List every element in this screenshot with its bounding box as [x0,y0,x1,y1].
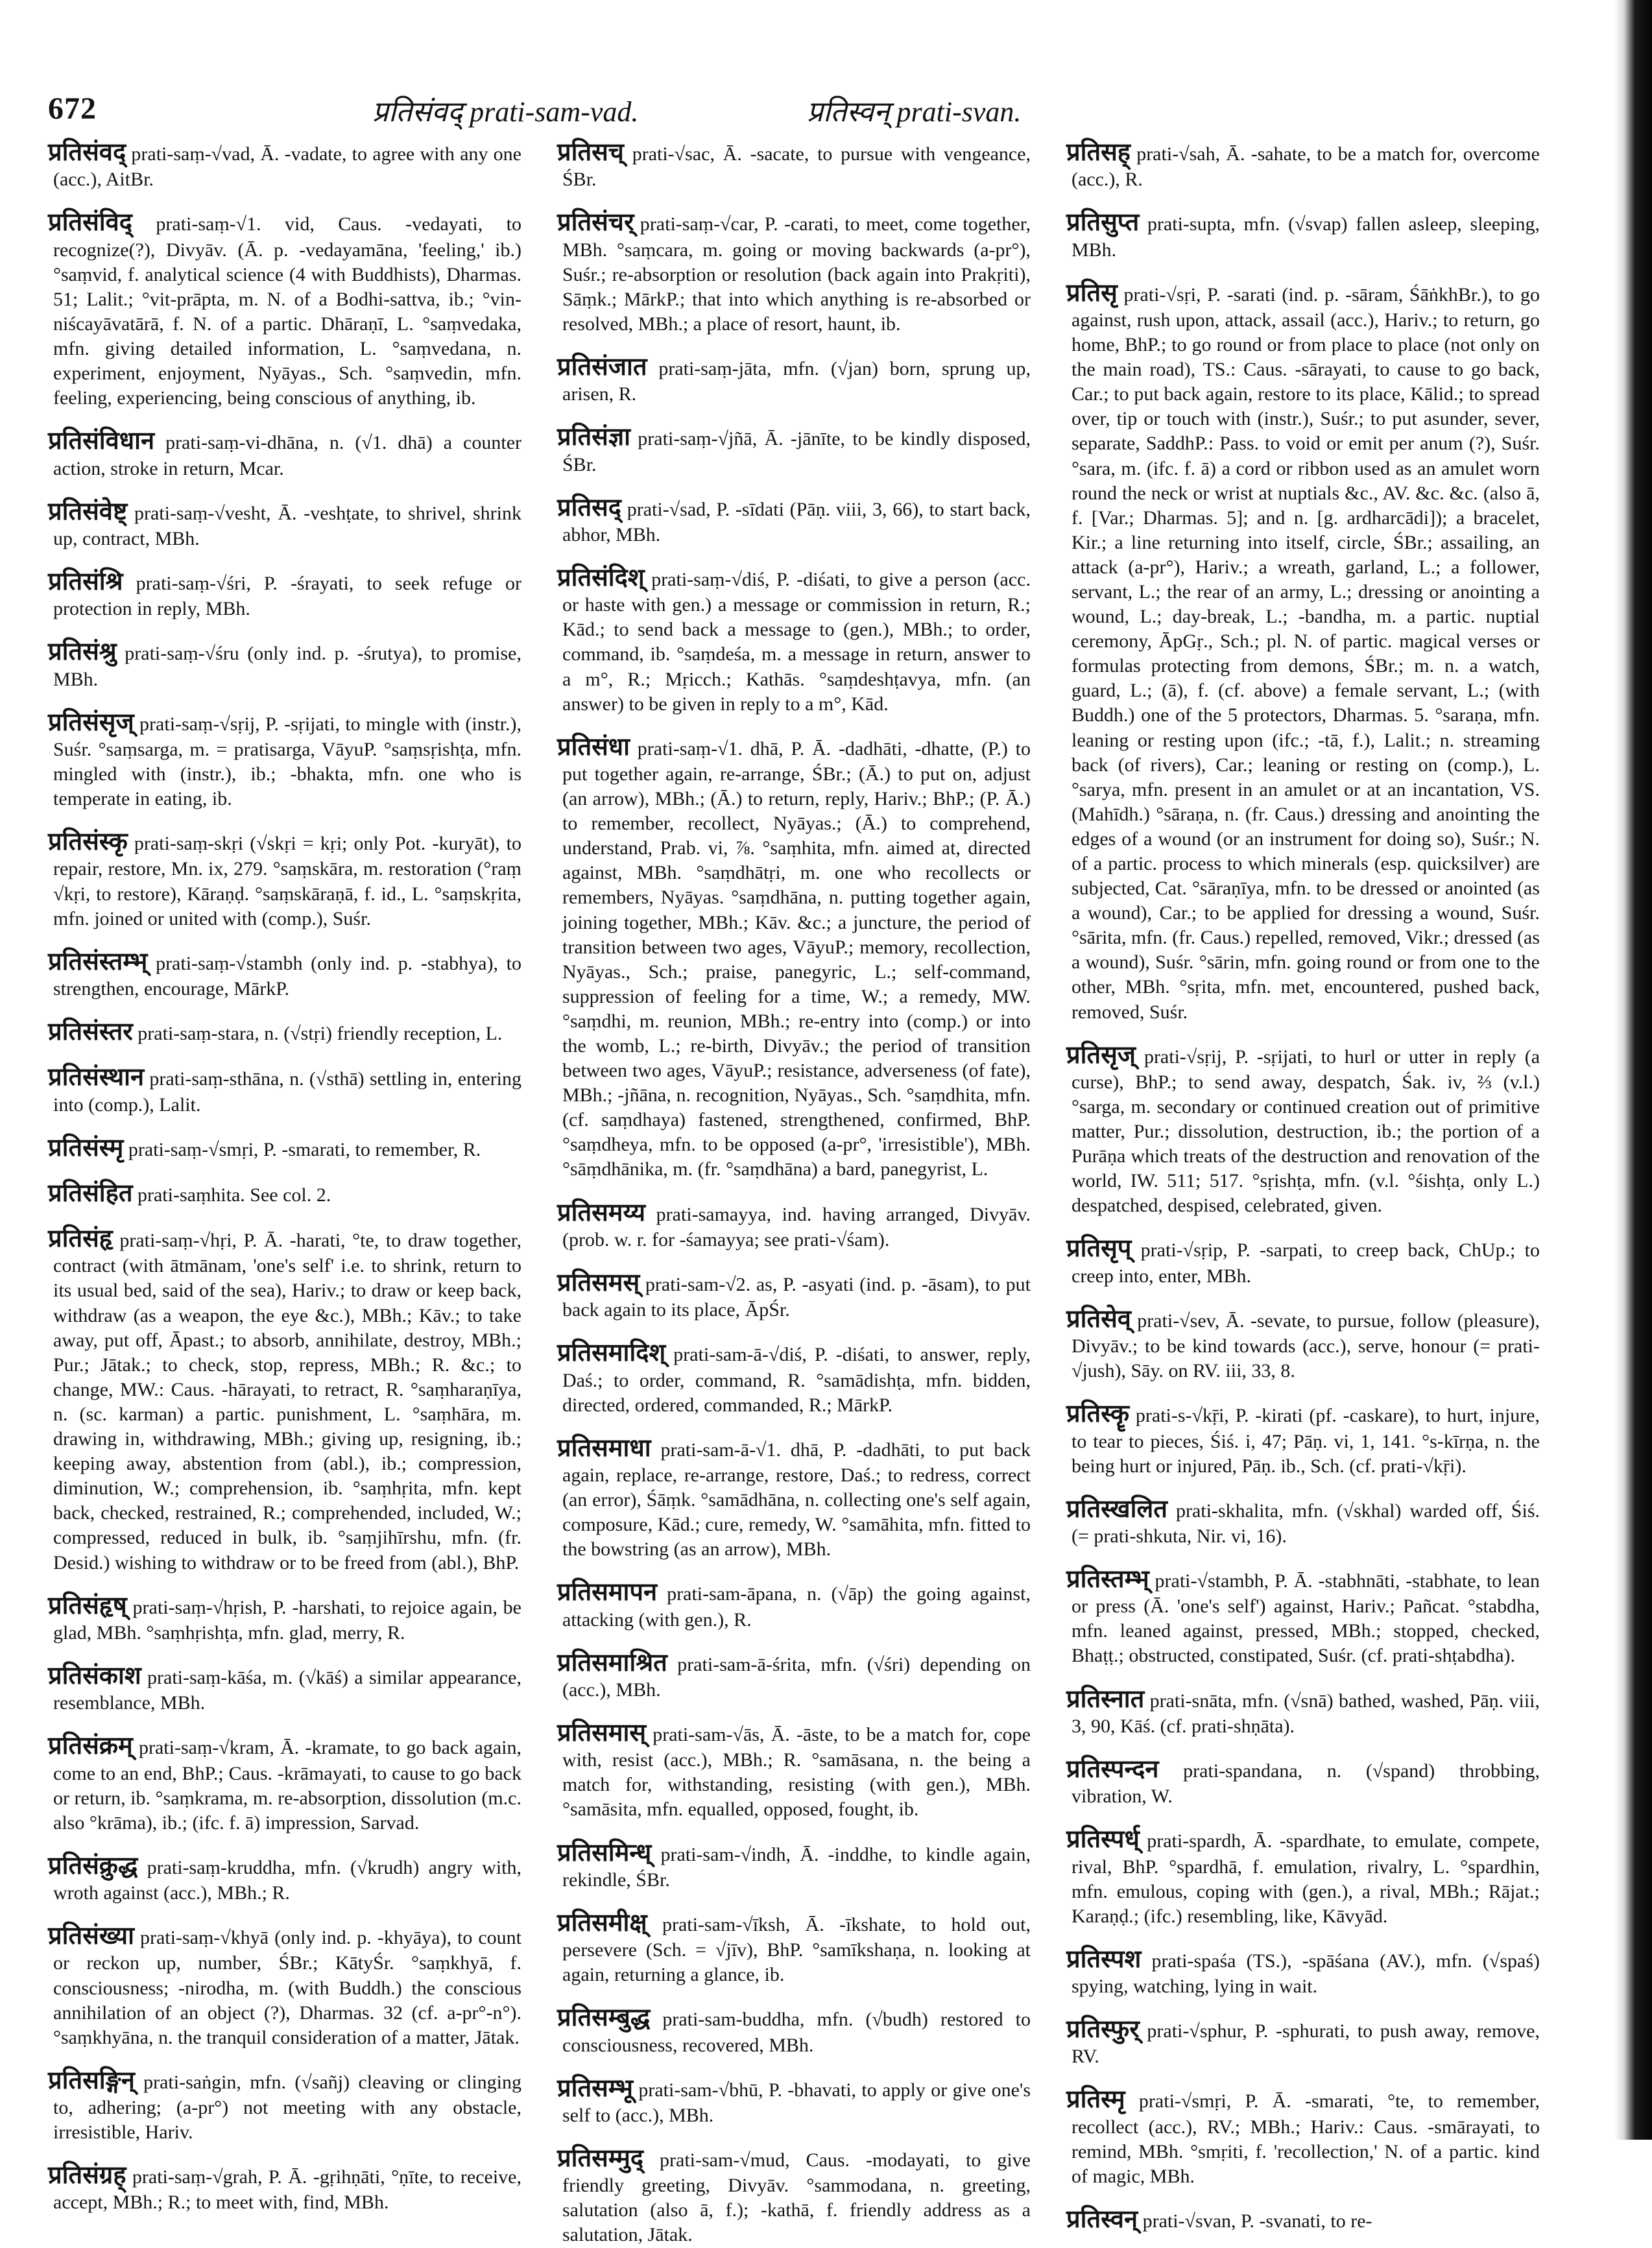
entry-headword: प्रतिसमय्य [557,1197,646,1226]
entry-definition: prati-saṃ-√śri, P. -śrayati, to seek refuge or protection in reply, MBh. [53,572,521,620]
entry-headword: प्रतिस्तम्भ् [1066,1564,1149,1594]
entry-definition: prati-sam-√indh, Ā. -inddhe, to kindle again, rekindle, ŚBr. [562,1843,1031,1891]
entry-definition: prati-sam-buddha, mfn. (√budh) restored to consciousness, recovered, MBh. [562,2009,1031,2056]
dictionary-entry [1066,277,1540,1025]
entry-definition: prati-saṃ-√hṛish, P. -harshati, to rejoice again, be glad, MBh. °saṃhṛishṭa, mfn. glad, merry, R. [53,1596,521,1644]
entry-headword: प्रतिसृप् [1066,1233,1132,1263]
entry-definition: prati-√smṛi, P. Ā. -smarati, °te, to remember, recollect (acc.), RV.; MBh.; Hariv.: Caus. -smārayati, to remind, MBh. °smṛiti, f. 'recollection,' N. of a partic. kind of magic, MBh. [1071,2090,1540,2187]
dictionary-entry [1066,2083,1540,2189]
entry-definition: prati-saṃ-kruddha, mfn. (√krudh) angry with, wroth against (acc.), MBh.; R. [53,1856,521,1904]
entry-definition: prati-saṃ-√kram, Ā. -kramate, to go back again, come to an end, BhP.; Caus. -krāmayati, to cause to go back or return, ib. °saṃkrama, m. re-absorption, dissolution (m.c. also °krāma), ib.; (ifc. f. ā) impression, Sarvad. [53,1737,521,1834]
dictionary-entry [48,1590,521,1645]
entry-headword: प्रतिसमाश्रित [557,1647,667,1677]
dictionary-entry [557,562,1031,717]
entry-definition: prati-√sah, Ā. -sahate, to be a match for, overcome (acc.), R. [1071,143,1540,191]
dictionary-entry [48,136,521,192]
dictionary-entry [1066,1232,1540,1288]
dictionary-entry [557,1197,1031,1252]
entry-definition: prati-saṅgin, mfn. (√sañj) cleaving or clinging to, adhering; (a-pr°) not meeting with any obstacle, irresistible, Hariv. [53,2071,521,2144]
entry-headword: प्रतिस्पर्ध् [1066,1824,1140,1854]
dictionary-entry [48,2159,521,2215]
entry-definition: prati-snāta, mfn. (√snā) bathed, washed, Pāṇ. viii, 3, 90, Kāś. (cf. prati-shṇāta). [1071,1690,1540,1737]
dictionary-entry [1066,1303,1540,1383]
dictionary-entry [48,1016,521,1047]
entry-definition: prati-sam-√mud, Caus. -modayati, to give friendly greeting, Divyāv. °sammodana, n. greeting, salutation (also ā, f.); -kathā, f. friendly address as a salutation, Jātak. [562,2149,1031,2246]
entry-headword: प्रतिसंक्रम् [48,1730,133,1760]
entry-definition: prati-sam-√īksh, Ā. -īkshate, to hold out, persevere (Sch. = √jīv), BhP. °samīkshaṇa, n. looking at again, returning a glance, ib. [562,1913,1031,1986]
dictionary-entry [1066,1753,1540,1809]
dictionary-entry [1066,206,1540,262]
entry-definition: prati-saṃ-skṛi (√skṛi = kṛi; only Pot. -kuryāt), to repair, restore, Mn. ix, 279. °saṃskāra, m. restoration (°raṃ √kṛi, to restore), Kāraṇḍ. °saṃskāraṇā, f. id., L. °saṃskṛita, mfn. joined or united with (comp.), Suśr. [53,833,521,929]
dictionary-entry [48,566,521,621]
dictionary-entry [1066,1823,1540,1929]
dictionary-entry [557,1337,1031,1417]
dictionary-entry [48,706,521,812]
dictionary-entry [557,1717,1031,1823]
dictionary-entry [557,2002,1031,2057]
entry-headword: प्रतिसम्भू [557,2072,633,2102]
entry-headword: प्रतिस्खलित [1066,1493,1167,1523]
dictionary-entry [557,492,1031,547]
entry-definition: prati-√sṛij, P. -sṛijati, to hurl or utter in reply (a curse), BhP.; to send away, despatch, Śak. iv, ⅔ (v.l.) °sarga, m. secondary or continued creation out of primitive matter, Pur.; dissolution, destruction, ib.; the portion of a Purāṇa which treats of the destruction and renovation of the world, IW. 511; 517. °sṛishṭa, mfn. (v.l. °śishṭa, only L.) despatched, despised, celebrated, given. [1071,1046,1540,1217]
dictionary-entry [557,136,1031,192]
entry-headword: प्रतिसंहित [48,1177,133,1207]
entry-headword: प्रतिसृ [1066,277,1118,307]
column-3 [1066,136,1540,2233]
dictionary-entry [1066,136,1540,192]
dictionary-entry [557,206,1031,337]
entry-headword: प्रतिसमास् [557,1717,647,1747]
dictionary-entry [48,2064,521,2145]
entry-definition: prati-√svan, P. -svanati, to re- [1142,2210,1372,2232]
dictionary-entry [557,351,1031,407]
entry-definition: prati-saṃ-jāta, mfn. (√jan) born, sprung up, arisen, R. [562,357,1031,405]
entry-headword: प्रतिसद् [557,492,621,521]
entry-headword: प्रतिस्नात [1066,1683,1145,1713]
entry-headword: प्रतिसेव् [1066,1303,1131,1333]
entry-definition: prati-skhalita, mfn. (√skhal) warded off, Śiś. (= prati-shkuta, Nir. vi, 16). [1071,1500,1540,1547]
entry-headword: प्रतिसम्बुद्ध [557,2002,651,2032]
entry-definition: prati-saṃ-√jñā, Ā. -jānīte, to be kindly disposed, ŚBr. [562,428,1031,475]
dictionary-columns [48,136,1542,2246]
entry-headword: प्रतिसंस्मृ [48,1132,124,1162]
entry-definition: prati-saṃ-kāśa, m. (√kāś) a similar appearance, resemblance, MBh. [53,1666,521,1714]
dictionary-entry [48,826,521,931]
entry-headword: प्रतिसंजात [557,351,647,381]
dictionary-entry [48,1223,521,1575]
entry-headword: प्रतिसमस् [557,1267,640,1297]
dictionary-entry [48,425,521,481]
dictionary-entry [557,1837,1031,1893]
entry-headword: प्रतिसंश्रु [48,636,117,666]
entry-headword: प्रतिसंसृज् [48,706,134,736]
entry-definition: prati-saṃ-vi-dhāna, n. (√1. dhā) a counter action, stroke in return, Mcar. [53,432,521,479]
column-2 [557,136,1031,2246]
entry-headword: प्रतिस्पश [1066,1943,1142,1973]
entry-definition: prati-saṃ-√hṛi, P. Ā. -harati, °te, to draw together, contract (with ātmānam, 'one's self' i.e. to shrink, return to its usual bed, said of the sea), Hariv.; to draw or keep back, withdraw (as a weapon, the eye &c.), MBh.; Kāv.; to take away, put off, Āpast.; to absorb, annihilate, destroy, MBh.; Pur.; Jātak.; to check, stop, repress, MBh.; R. &c.; to change, MW.: Caus. -hārayati, to retract, R. °saṃharaṇīya, n. (sc. karman) a partic. punishment, L. °saṃhāra, m. drawing in, withdrawing, MBh.; giving up, resigning, ib.; keeping away, abstention from (abl.), ib.; compression, diminution, W.; comprehension, ib. °saṃhṛita, mfn. kept back, checked, restrained, R.; comprehended, included, W.; compressed, reduced in bulk, ib. °saṃjihīrshu, mfn. (fr. Desid.) wishing to withdraw or to be freed from (abl.), BhP. [53,1230,521,1573]
entry-definition: prati-√sev, Ā. -sevate, to pursue, follow (pleasure), Divyāv.; to be kind towards (acc.), serve, honour (= prati-√jush), Sāy. on RV. iii, 33, 8. [1071,1309,1540,1382]
dictionary-entry [48,496,521,551]
column-1 [48,136,522,2214]
entry-definition: prati-√sad, P. -sīdati (Pāṇ. viii, 3, 66), to start back, abhor, MBh. [562,498,1031,545]
dictionary-entry [557,1432,1031,1562]
dictionary-entry [48,636,521,691]
dictionary-entry [1066,1563,1540,1669]
entry-headword: प्रतिसंस्कृ [48,826,128,856]
entry-headword: प्रतिसंधा [557,731,630,761]
running-head-right: प्रतिस्वन् prati-svan. [807,96,1022,128]
dictionary-entry [48,206,521,411]
entry-definition: prati-s-√kṝi, P. -kirati (pf. -caskare), to hurt, injure, to tear to pieces, Śiś. i, 47; Pāṇ. vi, 1, 141. °s-kīrṇa, n. the being hurt or injured, Pāṇ. ib., Sch. (cf. prati-√kṝi). [1071,1405,1540,1477]
entry-headword: प्रतिसङ्गिन् [48,2064,135,2094]
entry-headword: प्रतिस्फुर् [1066,2014,1140,2044]
entry-headword: प्रतिस्पन्दन [1066,1753,1159,1783]
dictionary-entry [557,2142,1031,2248]
dictionary-entry [1066,1683,1540,1739]
scan-edge-shadow [1614,0,1652,2140]
entry-definition: prati-saṃ-√1. dhā, P. Ā. -dadhāti, -dhatte, (P.) to put together again, re-arrange, ŚBr.; (Ā.) to put on, adjust (an arrow), MBh.; (Ā.) to return, reply, Hariv.; BhP.; (P. Ā.) to remember, recollect, Nyāyas.; (Ā.) to comprehend, understand, Prab. vi, ⅞. °saṃhita, mfn. aimed at, directed against, MBh. °saṃdhātṛi, m. one who recollects or remembers, Nyāyas. °saṃdhāna, n. putting together again, joining together, MBh.; Kāv. &c.; a juncture, the period of transition between two ages, VāyuP.; memory, recollection, Nyāyas., Sch.; praise, panegyric, L.; self-command, suppression of feeling for a time, W.; a remedy, MW. °saṃdhi, m. reunion, MBh.; re-entry into (comp.) or into the womb, L.; re-birth, Divyāv.; the period of transition between two ages, VāyuP.; resistance, adverseness (of fate), MBh.; -jñāna, n. recognition, Nyāyas., Sch. °saṃdhita, mfn. (cf. saṃdhaya) fastened, strengthened, confirmed, BhP. °saṃdheya, mfn. to be opposed (a-pr°, 'irresistible'), MBh. °sāṃdhānika, m. (fr. °saṃdhāna) a bard, panegyrist, L. [562,737,1031,1180]
entry-headword: प्रतिसंहृ [48,1223,113,1253]
entry-headword: प्रतिसंदिश् [557,562,645,592]
entry-definition: prati-saṃ-√1. vid, Caus. -vedayati, to recognize(?), Divyāv. (Ā. p. -vedayamāna, 'feeling,' ib.) °saṃvid, f. analytical science (4 with Buddhists), Dharmas. 51; Lalit.; °vit-prāpta, m. N. of a Bodhi-sattva, ib.; °vin-niścayāvatārā, f. N. of a partic. Dhāraṇī, L. °saṃvedaka, mfn. giving detailed information, L. °saṃvedana, n. experiment, enjoyment, Nyāyas., Sch. °saṃvedin, mfn. feeling, experiencing, being conscious of anything, ib. [53,213,521,409]
entry-headword: प्रतिस्कॄ [1066,1398,1130,1428]
entry-headword: प्रतिसंश्रि [48,566,123,595]
dictionary-entry [1066,2013,1540,2069]
entry-headword: प्रतिसमीक्ष् [557,1907,647,1937]
dictionary-entry [48,1660,521,1716]
entry-definition: prati-saṃ-√śru (only ind. p. -śrutya), to promise, MBh. [53,643,521,690]
dictionary-entry [557,1267,1031,1322]
entry-definition: prati-√sṛip, P. -sarpati, to creep back, ChUp.; to creep into, enter, MBh. [1071,1239,1540,1287]
entry-definition: prati-saṃ-√vesht, Ā. -veshṭate, to shrivel, shrink up, contract, MBh. [53,502,521,549]
page-header [48,91,1542,136]
dictionary-entry [557,421,1031,477]
entry-definition: prati-saṃ-√smṛi, P. -smarati, to remember, R. [128,1138,481,1160]
dictionary-entry [1066,1943,1540,1999]
dictionary-entry [1066,1493,1540,1549]
entry-headword: प्रतिसंकाश [48,1660,141,1690]
entry-headword: प्रतिसंज्ञा [557,422,631,451]
entry-definition: prati-supta, mfn. (√svap) fallen asleep, sleeping, MBh. [1071,213,1540,261]
dictionary-entry [48,1850,521,1906]
page-number: 672 [48,91,97,126]
entry-definition: prati-√sphur, P. -sphurati, to push away, remove, RV. [1071,2020,1540,2068]
entry-definition: prati-saṃ-√khyā (only ind. p. -khyāya), to count or reckon up, number, ŚBr.; KātyŚr. °saṃkhyā, f. consciousness; -nirodha, m. (with Buddh.) the conscious annihilation of an object (?), Dharmas. 32 (cf. a-pr°-n°). °saṃkhyāna, n. the tranquil consideration of a matter, Jātak. [53,1927,522,2048]
entry-headword: प्रतिसंचर् [557,207,634,237]
entry-headword: प्रतिसमापन [557,1577,658,1607]
dictionary-entry [1066,1398,1540,1478]
entry-definition: prati-sam-ā-√diś, P. -diśati, to answer, reply, Daś.; to order, command, R. °samādishṭa, mfn. bidden, directed, ordered, commanded, R.; MārkP. [562,1344,1031,1416]
dictionary-entry [48,1177,521,1208]
entry-definition: prati-sam-ā-śrita, mfn. (√śri) depending on (acc.), MBh. [562,1653,1031,1701]
entry-headword: प्रतिसृज् [1066,1039,1136,1069]
entry-headword: प्रतिसंस्तम्भ् [48,946,148,975]
entry-definition: prati-sam-√bhū, P. -bhavati, to apply or give one's self to (acc.), MBh. [562,2079,1031,2126]
entry-definition: prati-saṃ-√diś, P. -diśati, to give a person (acc. or haste with gen.) a message or commission in return, R.; Kād.; to send back a message to (gen.), MBh.; to order, command, ib. °saṃdeśa, m. a message in return, answer to a m°, R.; Mṛicch.; Kathās. °saṃdeshṭavya, mfn. (an answer) to be given in reply to a m°, Kād. [562,569,1031,715]
entry-definition: prati-√sac, Ā. -sacate, to pursue with vengeance, ŚBr. [562,143,1031,191]
entry-headword: प्रतिस्वन् [1066,2204,1138,2233]
entry-headword: प्रतिसमिन्ध् [557,1837,652,1867]
dictionary-entry [1066,1039,1540,1219]
entry-headword: प्रतिसंवद् [48,137,126,166]
entry-headword: प्रतिसमाधा [557,1432,651,1462]
dictionary-entry [557,1647,1031,1703]
dictionary-entry [557,1907,1031,1987]
entry-definition: prati-samayya, ind. having arranged, Divyāv. (prob. w. r. for -śamayya; see prati-√śam). [562,1203,1031,1250]
entry-definition: prati-spardh, Ā. -spardhate, to emulate, compete, rival, BhP. °spardhā, f. emulation, rivalry, L. °spardhin, mfn. emulous, coping with (gen.), a rival, MBh.; Rājat.; Karaṇḍ.; (ifc.) resembling, like, Kāvyād. [1071,1830,1540,1927]
dictionary-entry [48,1920,521,2050]
entry-definition: prati-saṃ-stara, n. (√stṛi) friendly reception, L. [138,1023,503,1045]
entry-headword: प्रतिसंक्रुद्ध [48,1850,138,1880]
entry-definition: prati-sam-√2. as, P. -asyati (ind. p. -āsam), to put back again to its place, ĀpŚr. [562,1273,1031,1321]
dictionary-entry [557,2072,1031,2128]
entry-definition: prati-saṃhita. See col. 2. [138,1184,331,1206]
entry-definition: prati-saṃ-√car, P. -carati, to meet, come together, MBh. °saṃcara, m. going or moving backwards (a-pr°), Suśr.; re-absorption or resolution (back again into Prakṛiti), Sāṃk.; MārkP.; that into which anything is re-absorbed or resolved, MBh.; a place of resort, haunt, ib. [562,213,1031,335]
dictionary-entry [557,731,1031,1182]
dictionary-entry [48,1061,521,1117]
entry-headword: प्रतिसम्मुद् [557,2143,644,2172]
entry-definition: prati-saṃ-√grah, P. Ā. -gṛihṇāti, °ṇīte, to receive, accept, MBh.; R.; to meet with, find, MBh. [53,2166,521,2214]
entry-headword: प्रतिसंस्तर [48,1016,133,1046]
entry-headword: प्रतिसह् [1066,137,1131,166]
entry-headword: प्रतिसच् [557,137,624,166]
dictionary-entry [48,1730,521,1835]
entry-definition: prati-sam-āpana, n. (√āp) the going against, attacking (with gen.), R. [562,1583,1031,1631]
entry-headword: प्रतिसंस्थान [48,1062,145,1092]
entry-definition: prati-spandana, n. (√spand) throbbing, vibration, W. [1071,1760,1540,1808]
dictionary-entry [1066,2203,1540,2234]
entry-headword: प्रतिसंविद् [48,207,132,237]
entry-headword: प्रतिसमादिश् [557,1337,666,1367]
entry-definition: prati-√stambh, P. Ā. -stabhnāti, -stabhate, to lean or press (Ā. 'one's self') against, Hariv.; Pañcat. °stabdha, mfn. leaned against, pressed, MBh.; stopped, checked, Bhaṭṭ.; obstructed, constipated, Suśr. (cf. prati-shṭabdha). [1071,1570,1540,1667]
entry-headword: प्रतिसुप्त [1066,207,1140,237]
entry-definition: prati-sam-√ās, Ā. -āste, to be a match for, cope with, resist (acc.), MBh.; R. °samāsana, n. the being a match for, withstanding, resisting (with gen.), MBh. °samāsita, mfn. equalled, opposed, fought, ib. [562,1724,1031,1821]
entry-headword: प्रतिसंहृष् [48,1590,127,1620]
entry-headword: प्रतिसंवेष्ट् [48,496,128,525]
entry-definition: prati-spaśa (TS.), -spāśana (AV.), mfn. (√spaś) spying, watching, lying in wait. [1071,1950,1540,1998]
entry-headword: प्रतिसंग्रह् [48,2160,126,2190]
entry-definition: prati-saṃ-√sṛij, P. -sṛijati, to mingle with (instr.), Suśr. °saṃsarga, m. = pratisarga, VāyuP. °saṃsṛishṭa, mfn. mingled with (instr.), ib.; -bhakta, mfn. one who is temperate in eating, ib. [53,713,521,810]
running-head-left: प्रतिसंवद् prati-sam-vad. [372,96,639,128]
entry-definition: prati-sam-ā-√1. dhā, P. -dadhāti, to put back again, replace, re-arrange, restore, Daś.; to redress, correct (an error), Śāṃk. °samādhāna, n. collecting one's self again, composure, Kād.; cure, remedy, W. °samāhita, mfn. fitted to the bowstring (as an arrow), MBh. [562,1439,1031,1560]
entry-definition: prati-saṃ-sthāna, n. (√sthā) settling in, entering into (comp.), Lalit. [53,1068,521,1116]
dictionary-entry [48,1132,521,1163]
entry-definition: prati-saṃ-√stambh (only ind. p. -stabhya), to strengthen, encourage, MārkP. [53,952,521,999]
entry-headword: प्रतिसंख्या [48,1920,134,1950]
entry-headword: प्रतिसंविधान [48,425,155,455]
entry-headword: प्रतिस्मृ [1066,2084,1125,2114]
dictionary-entry [557,1576,1031,1632]
dictionary-entry [48,946,521,1001]
entry-definition: prati-saṃ-√vad, Ā. -vadate, to agree with any one (acc.), AitBr. [53,143,521,191]
entry-definition: prati-√sṛi, P. -sarati (ind. p. -sāram, ŚāṅkhBr.), to go against, rush upon, attack, assail (acc.), Hariv.; to return, go home, BhP.; to go round or from place to place (not only on the main road), TS.: Caus. -sārayati, to cause to go back, Car.; to put back again, restore to its place, Kālid.; to spread over, tip or touch with (instr.), Suśr.; to put asunder, sever, separate, SaddhP.: Pass. to void or emit per anum (?), Suśr. °sara, m. (ifc. f. ā) a cord or ribbon used as an amulet worn round the neck or wrist at nuptials &c., AV. &c. &c. (also ā, f. [Var.; Dharmas. 5]; and n. [g. ardharcādi]); a bracelet, Kir.; a line returning into itself, circle, ŚBr.; assailing, an attack (a-pr°), Hariv.; a wreath, garland, L.; a follower, servant, L.; the rear of an army, L.; dressing or anointing a wound, L.; day-break, L.; -bandha, m. a partic. nuptial ceremony, ĀpGṛ., Sch.; pl. N. of partic. magical verses or formulas protecting from demons, ŚBr.; m. n. a watch, guard, L.; (ā), f. (cf. above) a female servant, L.; (with Buddh.) one of the 5 protectors, Dharmas. 5. °saraṇa, mfn. leaning or resting upon (ifc.; -tā, f.), Lalit.; n. streaming back (of rivers), Car.; leaning or resting on (comp.), L. °sarya, mfn. present in an amulet or at an incantation, VS. (Mahīdh.) °sāraṇa, n. (fr. Caus.) dressing and anointing the edges of a wound (or an instrument for doing so), Suśr.; N. of a partic. process to which minerals (esp. quicksilver) are subjected, Cat. °sāraṇīya, mfn. to be dressed or anointed (as a wound), Car.; to be applied for dressing a wound, Suśr. °sārita, mfn. (fr. Caus.) repelled, removed, Vikr.; dressed (as a wound), Suśr. °sārin, mfn. going round or from one to the other, MBh. °sṛita, mfn. met, encountered, pushed back, removed, Suśr. [1071,283,1540,1023]
